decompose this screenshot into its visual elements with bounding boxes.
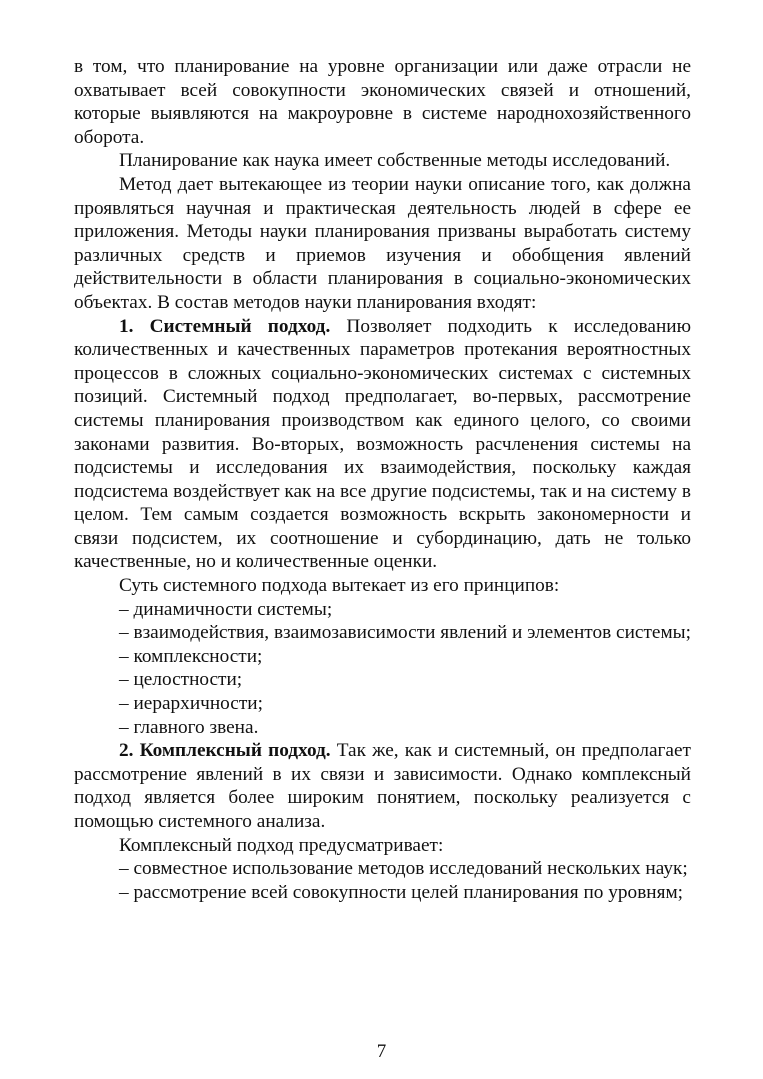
paragraph-system-approach (74, 315, 691, 575)
complex-approach-heading: 2. Комплексный подход. (119, 740, 331, 762)
paragraph-continuation: в том, что планирование на уровне организации или даже отрасли не охватывает всей совокупности экономических связей и отношений, которые выявляются на макроуровне в системе народнохозяйственного оборота. (74, 56, 691, 148)
paragraph-system-principles: Суть системного подхода вытекает из его принципов: (119, 575, 560, 597)
page-body (74, 55, 691, 904)
list-item: – комплексности; (119, 645, 263, 667)
paragraph-planning-methods: Планирование как наука имеет собственные методы исследований. (119, 150, 671, 172)
list-item: – целостности; (119, 669, 243, 691)
page-number: 7 (376, 1041, 387, 1062)
system-approach-text: Позволяет подходить к исследованию количественных и качественных параметров протекания вероятностных процессов в сложных социально-экономических системах с системных позиций. Системный подход предполагает, во-первых, рассмотрение системы планирования производством как единого целого, со своими законами развития. Во-вторых, возможность расчленения системы на подсистемы и исследования их взаимодействия, поскольку каждая подсистема воздействует как на все другие подсистемы, так и на систему в целом. Тем самым создается возможность вскрыть закономерности и связи подсистем, их соотношение и субординацию, дать не только качественные, но и количественные оценки. (74, 315, 691, 573)
complex-approach-text: Так же, как и системный, он предполагает рассмотрение явлений в их связи и зависимости. Однако комплексный подход является более широким понятием, поскольку реализуется с помощью системного анализа. (74, 740, 691, 832)
list-item: – главного звена. (119, 716, 259, 738)
list-item: – динамичности системы; (119, 598, 333, 620)
paragraph-method-definition: Метод дает вытекающее из теории науки описание того, как должна проявляться научная и практическая деятельность людей в сфере ее приложения. Методы науки планирования призваны выработать систему различных средств и приемов изучения и обобщения явлений действительности в области планирования в социально-экономических объектах. В состав методов науки планирования входят: (74, 173, 691, 313)
paragraph-complex-approach (74, 739, 691, 833)
system-approach-heading: 1. Системный подход. (119, 315, 331, 337)
list-item: – иерархичности; (119, 693, 263, 715)
list-item: – рассмотрение всей совокупности целей планирования по уровням; (119, 881, 684, 903)
paragraph-complex-provisions: Комплексный подход предусматривает: (119, 834, 444, 856)
list-item: – совместное использование методов исследований нескольких наук; (119, 858, 688, 880)
list-item: – взаимодействия, взаимозависимости явлений и элементов системы; (119, 622, 691, 644)
